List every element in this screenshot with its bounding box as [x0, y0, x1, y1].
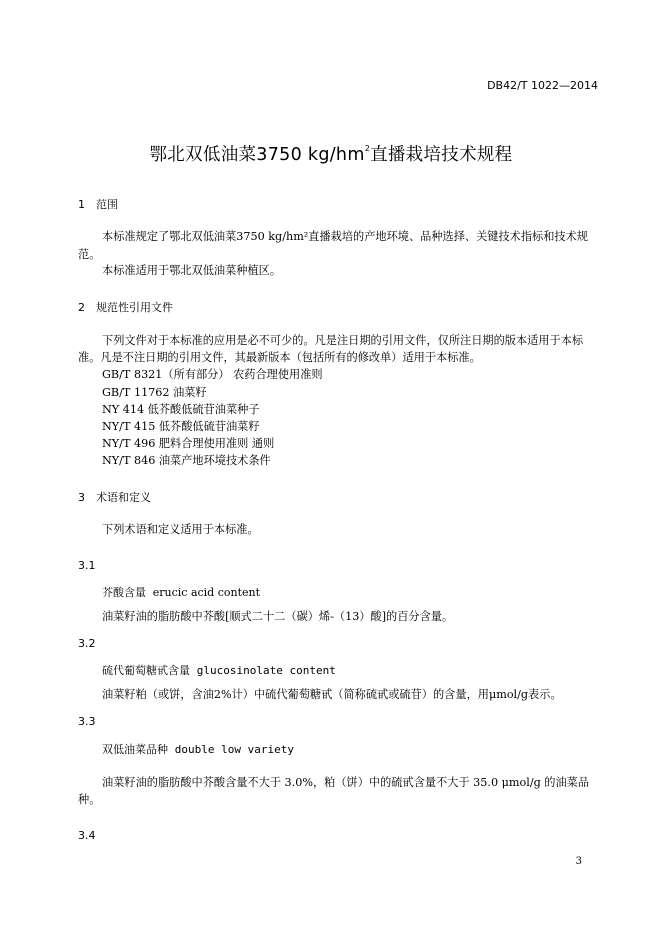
section-heading-terms [78, 489, 151, 505]
section-heading-scope [78, 196, 118, 212]
section-number: 3 [78, 491, 85, 504]
page-number: 3 [575, 856, 582, 867]
term-number: 3.2 [78, 637, 96, 650]
term-zh: 芥酸含量 [102, 586, 146, 599]
title-text: 鄂北双低油菜3750 kg/hm [149, 145, 365, 165]
paragraph-line: 下列文件对于本标准的应用是必不可少的。凡是注日期的引用文件，仅所注日期的版本适用于本标 [102, 334, 584, 347]
title-suffix: 直播栽培技术规程 [370, 145, 513, 165]
term-en: glucosinolate content [196, 664, 336, 677]
paragraph-line: 本标准规定了鄂北双低油菜3750 kg/hm²直播栽培的产地环境、品种选择、关键技术指标和技术规 [102, 230, 588, 243]
reference-item: GB/T 11762 油菜籽 [102, 386, 207, 399]
term-number: 3.4 [78, 829, 96, 842]
term-heading [102, 584, 260, 600]
reference-item: GB/T 8321（所有部分） 农药合理使用准则 [102, 368, 323, 381]
term-number: 3.3 [78, 715, 96, 728]
reference-item: NY 414 低芥酸低硫苷油菜种子 [102, 403, 260, 416]
section-number: 2 [78, 301, 85, 314]
term-definition: 油菜籽油的脂肪酸中芥酸含量不大于 3.0%，粕（饼）中的硫甙含量不大于 35.0 μmol/g 的油菜品 [102, 776, 590, 789]
term-definition: 油菜籽粕（或饼，含油2%计）中硫代葡萄糖甙（简称硫甙或硫苷）的含量，用μmol/g表示。 [102, 688, 562, 701]
paragraph-line: 范。 [78, 248, 101, 261]
term-zh: 双低油菜品种 [102, 743, 168, 756]
term-definition: 油菜籽油的脂肪酸中芥酸[顺式二十二（碳）烯-（13）酸]的百分含量。 [102, 610, 454, 623]
reference-item: NY/T 496 肥料合理使用准则 通则 [102, 437, 275, 450]
term-heading [102, 741, 294, 757]
term-en: double low variety [174, 743, 294, 756]
paragraph-line: 下列术语和定义适用于本标准。 [102, 523, 259, 536]
paragraph-line: 准。凡是不注日期的引用文件，其最新版本（包括所有的修改单）适用于本标准。 [78, 351, 481, 364]
section-number: 1 [78, 198, 85, 211]
reference-item: NY/T 415 低芥酸低硫苷油菜籽 [102, 420, 260, 433]
term-definition: 种。 [78, 793, 101, 806]
section-title: 术语和定义 [96, 491, 151, 504]
term-number: 3.1 [78, 559, 96, 572]
section-title: 规范性引用文件 [96, 301, 173, 314]
section-title: 范围 [96, 198, 118, 211]
paragraph-line: 本标准适用于鄂北双低油菜种植区。 [102, 264, 282, 277]
term-en: erucic acid content [152, 586, 261, 599]
document-title [0, 141, 662, 166]
reference-item: NY/T 846 油菜产地环境技术条件 [102, 454, 271, 467]
term-zh: 硫代葡萄糖甙含量 [102, 664, 190, 677]
section-heading-normative-references [78, 299, 173, 315]
document-code: DB42/T 1022—2014 [487, 79, 598, 92]
term-heading [102, 662, 336, 678]
title-superscript: 2 [364, 144, 371, 153]
